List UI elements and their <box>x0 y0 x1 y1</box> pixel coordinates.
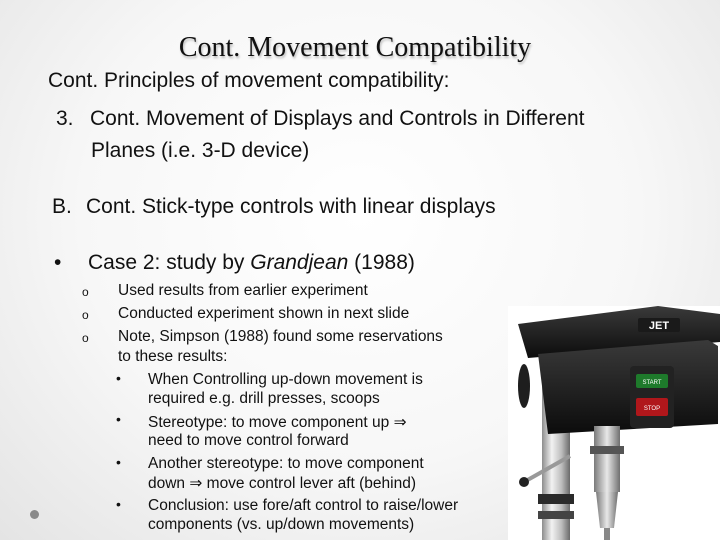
point-1-line2: required e.g. drill presses, scoops <box>148 390 380 407</box>
drill-head <box>538 340 718 434</box>
item-b <box>52 195 496 219</box>
brand-logo: JET <box>648 320 670 332</box>
point-4-line1: Conclusion: use fore/aft control to raise/lower <box>148 497 459 514</box>
bullet-icon: • <box>54 251 62 274</box>
drill-press-image <box>508 306 720 540</box>
intro-line: Cont. Principles of movement compatibility: <box>48 69 450 92</box>
circle-bullet-icon: o <box>82 285 89 299</box>
circle-bullet-icon: o <box>82 308 89 322</box>
point-2-line1: Stereotype: to move component up ⇒ <box>148 414 407 431</box>
svg-text:START: START <box>642 380 662 386</box>
subitem-note-line1: Note, Simpson (1988) found some reservations <box>118 328 443 345</box>
item-b-letter: B. <box>52 195 72 218</box>
point-3-line2: down ⇒ move control lever aft (behind) <box>148 475 417 492</box>
point-3-line1: Another stereotype: to move component <box>148 455 424 472</box>
point-1-line1: When Controlling up-down movement is <box>148 371 423 388</box>
bullet-icon: • <box>116 496 121 512</box>
subitem-used-results: Used results from earlier experiment <box>118 282 368 299</box>
bullet-icon: • <box>116 454 121 470</box>
circle-bullet-icon: o <box>82 331 89 345</box>
slide-title: Cont. Movement Compatibility <box>178 32 532 63</box>
svg-text:STOP: STOP <box>643 406 661 412</box>
point-4-line2: components (vs. up/down movements) <box>148 516 415 533</box>
item-3-continuation: Planes (i.e. 3-D device) <box>91 139 310 162</box>
subitem-note-line2: to these results: <box>118 348 228 365</box>
bullet-icon: • <box>116 370 121 386</box>
item-b-text: Cont. Stick-type controls with linear displays <box>86 195 496 218</box>
footer-dot <box>30 510 39 519</box>
item-3-number: 3. <box>56 107 74 130</box>
subitem-conducted: Conducted experiment shown in next slide <box>118 305 410 322</box>
case-author: Grandjean <box>250 251 349 274</box>
spindle <box>594 426 620 492</box>
item-3-text: Cont. Movement of Displays and Controls in Different <box>90 107 585 130</box>
point-2-line2: need to move control forward <box>148 432 349 449</box>
item-3 <box>56 107 585 131</box>
case-prefix: Case 2: study by <box>88 251 251 274</box>
case-2-line <box>54 251 415 275</box>
case-suffix: (1988) <box>348 251 415 274</box>
bullet-icon: • <box>116 411 121 427</box>
